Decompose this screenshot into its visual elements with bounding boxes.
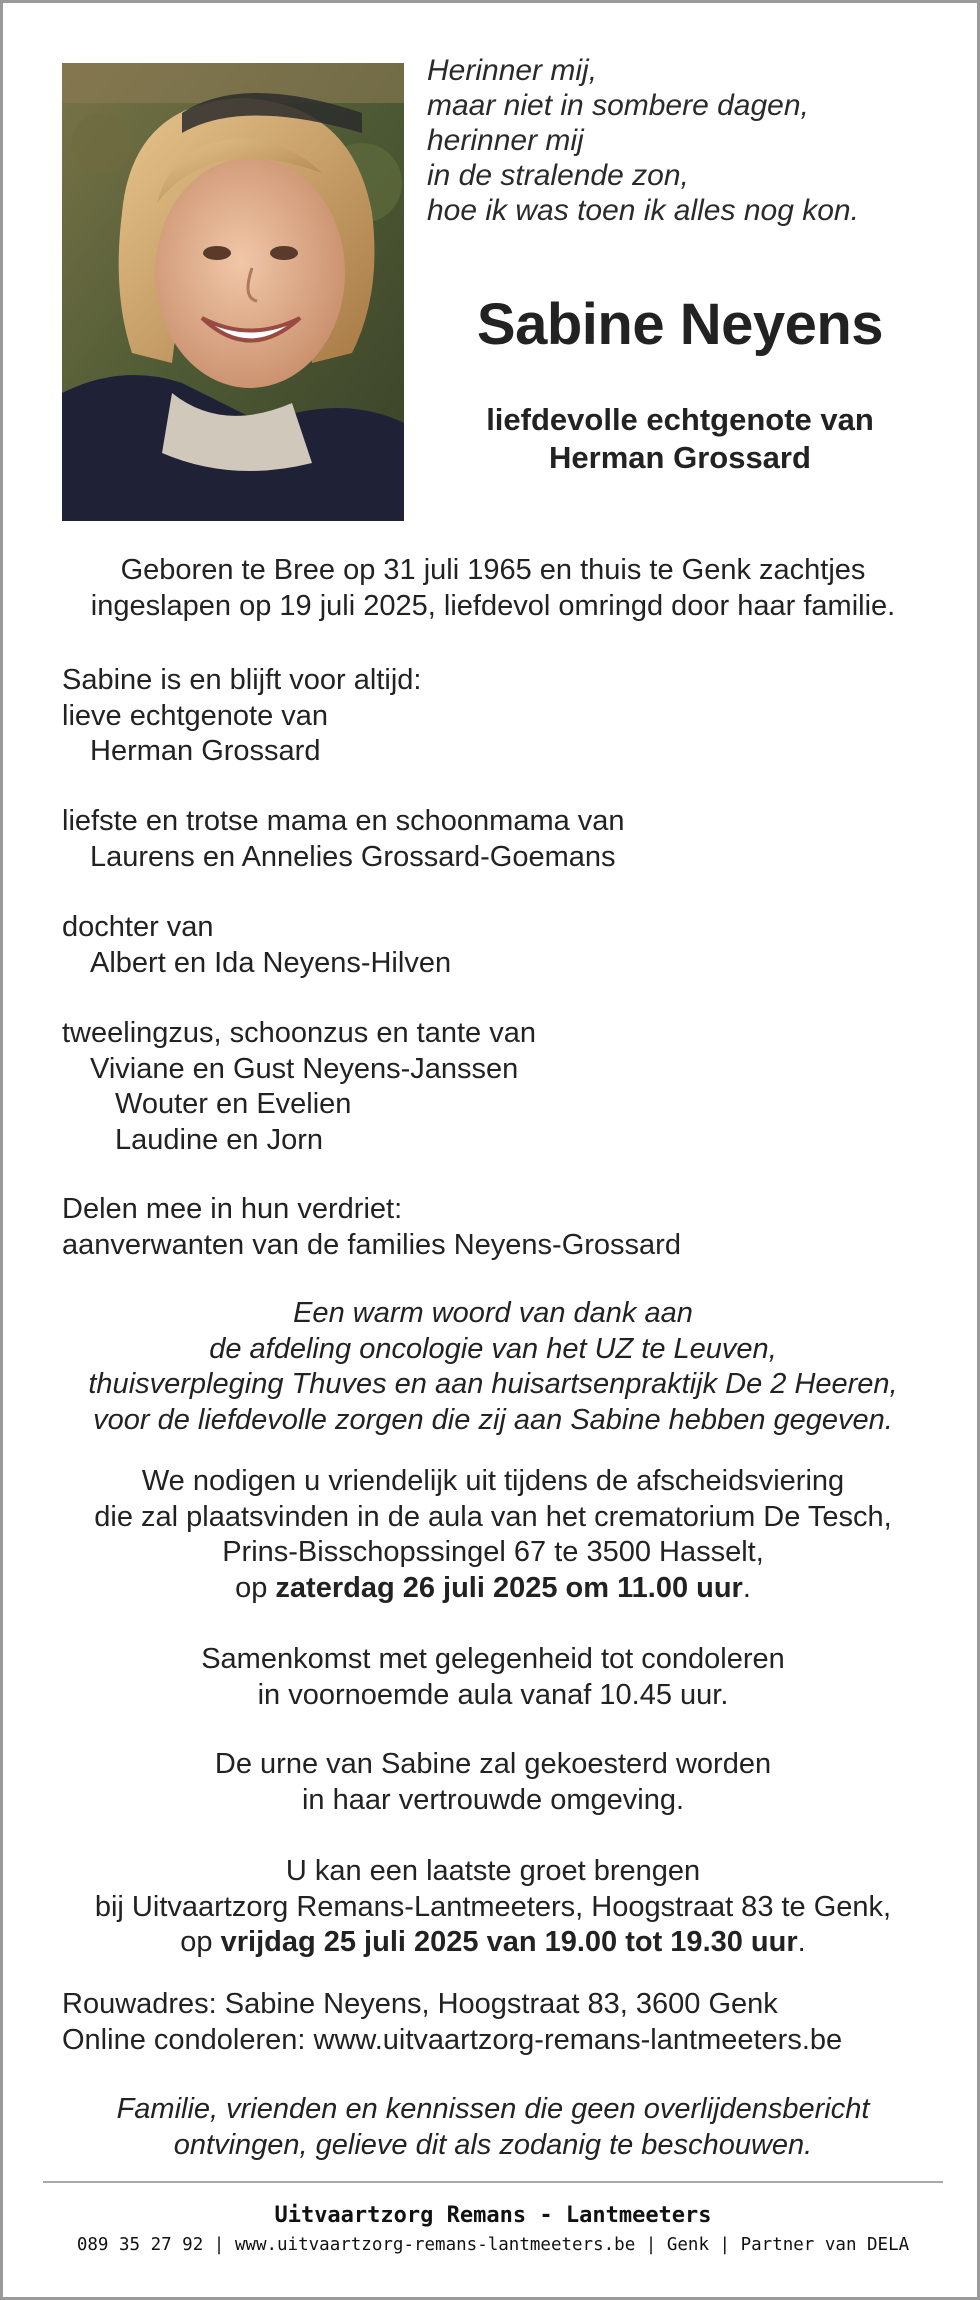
ceremony-line: die zal plaatsvinden in de aula van het crematorium De Tesch, xyxy=(94,1500,892,1533)
siblings-block xyxy=(62,1016,536,1158)
parents-block xyxy=(62,910,451,981)
gathering-line: Samenkomst met gelegenheid tot condoleren xyxy=(201,1643,785,1675)
contact-block xyxy=(62,1987,842,2058)
thanks-line: thuisverpleging Thuves en aan huisartsenpraktijk De 2 Heeren, xyxy=(88,1368,898,1400)
ceremony-date-line xyxy=(23,1571,963,1607)
children-names: Laurens en Annelies Grossard-Goemans xyxy=(90,840,616,873)
thanks-line: de afdeling oncologie van het UZ te Leuven, xyxy=(209,1332,777,1365)
spouse-line: Herman Grossard xyxy=(549,440,811,475)
poem-line: hoe ik was toen ik alles nog kon. xyxy=(427,194,859,227)
ceremony-paragraph xyxy=(23,1464,963,1606)
poem-line: herinner mij xyxy=(427,124,584,157)
urn-paragraph xyxy=(23,1747,963,1818)
ceremony-line: We nodigen u vriendelijk uit tijdens de afscheidsviering xyxy=(141,1465,845,1497)
thanks-line: Een warm woord van dank aan xyxy=(293,1297,693,1329)
children-label: liefste en trotse mama en schoonmama van xyxy=(62,805,625,837)
children-block xyxy=(62,804,625,875)
footer-info: 089 35 27 92 | www.uitvaartzorg-remans-lantmeeters.be | Genk | Partner van DELA xyxy=(76,2235,910,2255)
spouse-name: Herman Grossard xyxy=(90,735,321,767)
birth-line: ingeslapen op 19 juli 2025, liefdevol omringd door haar familie. xyxy=(90,589,896,622)
nephew-names: Wouter en Evelien xyxy=(115,1088,352,1120)
ceremony-prefix: op xyxy=(235,1571,276,1604)
urn-line: De urne van Sabine zal gekoesterd worden xyxy=(214,1748,772,1780)
parents-names: Albert en Ida Neyens-Hilven xyxy=(90,946,452,979)
poem xyxy=(427,53,947,228)
poem-line: Herinner mij, xyxy=(427,54,598,87)
footer-divider xyxy=(43,2181,943,2183)
spouse-label: lieve echtgenote van xyxy=(62,699,329,732)
relatives-block xyxy=(62,1192,681,1263)
deceased-name: Sabine Neyens xyxy=(476,292,884,357)
spouse-heading xyxy=(405,401,955,477)
nephew-names: Laudine en Jorn xyxy=(115,1123,323,1156)
relatives-label: Delen mee in hun verdriet: xyxy=(62,1193,403,1225)
portrait-photo xyxy=(62,63,404,521)
greeting-suffix: . xyxy=(797,1926,806,1958)
spouse-line: liefdevolle echtgenote van xyxy=(486,402,874,437)
birth-line: Geboren te Bree op 31 juli 1965 en thuis te Genk zachtjes xyxy=(120,554,866,586)
thanks-line: voor de liefdevolle zorgen die zij aan Sabine hebben gegeven. xyxy=(93,1403,893,1436)
ceremony-line: Prins-Bisschopssingel 67 te 3500 Hasselt, xyxy=(222,1536,764,1568)
greeting-date: vrijdag 25 juli 2025 van 19.00 tot 19.30 uur xyxy=(220,1926,798,1958)
greeting-line: bij Uitvaartzorg Remans-Lantmeeters, Hoogstraat 83 te Genk, xyxy=(94,1890,892,1923)
gathering-line: in voornoemde aula vanaf 10.45 uur. xyxy=(257,1678,729,1711)
siblings-names: Viviane en Gust Neyens-Janssen xyxy=(90,1052,519,1085)
poem-line: maar niet in sombere dagen, xyxy=(427,89,809,122)
notice-line: Familie, vrienden en kennissen die geen overlijdensbericht xyxy=(116,2093,870,2125)
gathering-paragraph xyxy=(23,1642,963,1713)
relatives-names: aanverwanten van de families Neyens-Grossard xyxy=(62,1228,681,1261)
parents-label: dochter van xyxy=(62,911,214,943)
ceremony-suffix: . xyxy=(742,1571,751,1604)
notice-paragraph xyxy=(23,2092,963,2163)
mourning-address: Rouwadres: Sabine Neyens, Hoogstraat 83, 3600 Genk xyxy=(62,1988,778,2020)
greeting-paragraph xyxy=(23,1854,963,1961)
family-intro-block xyxy=(62,663,421,770)
greeting-line: U kan een laatste groet brengen xyxy=(285,1855,701,1887)
online-condolence: Online condoleren: www.uitvaartzorg-remans-lantmeeters.be xyxy=(62,2023,843,2056)
family-intro: Sabine is en blijft voor altijd: xyxy=(62,664,422,696)
siblings-label: tweelingzus, schoonzus en tante van xyxy=(62,1017,536,1049)
notice-line: ontvingen, gelieve dit als zodanig te beschouwen. xyxy=(173,2128,813,2161)
footer-title: Uitvaartzorg Remans - Lantmeeters xyxy=(274,2203,712,2228)
poem-line: in de stralende zon, xyxy=(427,159,689,192)
urn-line: in haar vertrouwde omgeving. xyxy=(301,1783,685,1816)
greeting-prefix: op xyxy=(180,1926,221,1958)
birth-paragraph xyxy=(23,553,963,624)
ceremony-date: zaterdag 26 juli 2025 om 11.00 uur xyxy=(275,1571,743,1604)
greeting-date-line xyxy=(23,1925,963,1961)
thanks-paragraph xyxy=(23,1296,963,1438)
